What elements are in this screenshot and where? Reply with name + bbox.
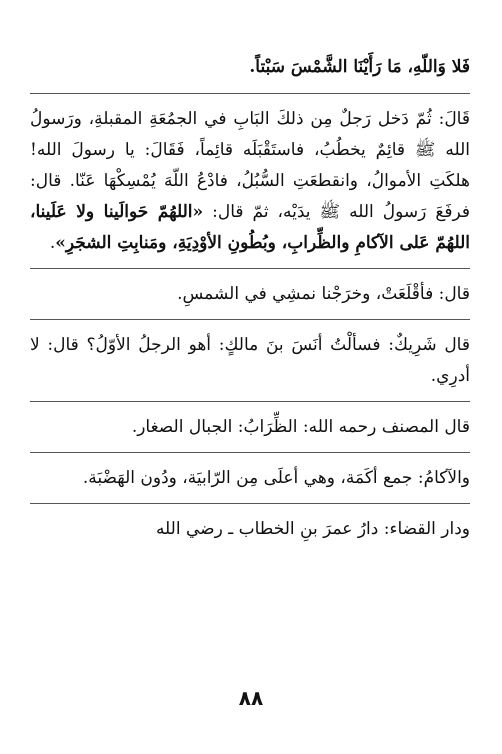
hadith-supplication-quote: «اللهُمّ حَوالَينا ولا عَلَينا، اللهُمّ عَلى الآكامِ والظِّرابِ، وبُطُونِ الأوْدِيَةِ، ومَنابِتِ الشجَرِ» [30,202,470,253]
divider [30,93,470,94]
paragraph-dar-al-qadaa: ودار القضاء: دارُ عمرَ بنِ الخطاب ـ رضي الله [155,519,470,539]
page-body [30,52,470,545]
paragraph-sun-emerged: قال: فأقْلَعَتْ، وخرَجْنا نمشِي في الشمسِ. [177,284,470,304]
page-number: ٨٨ [238,686,264,710]
divider [30,268,470,269]
paragraph-author-note-dhiraab: قال المصنف رحمه الله: الظِّرَابُ: الجبال الصغار. [131,417,470,437]
divider [30,452,470,453]
paragraph-sharik-question: قال شَرِيكٌ: فسألْتُ أنَسَ بنَ مالكٍ: أهو الرجلُ الأوّلُ؟ قال: لا أدرِي. [30,335,470,386]
paragraph-opening-line: فَلا وَاللّهِ، مَا رَأَيْنَا الشَّمْسَ سَبْتاً. [249,57,470,77]
divider [30,503,470,504]
hadith-narration-text: قَالَ: ثُمّ دَخل رَجلٌ مِن ذلكَ البَابِ في الجمُعَةِ المقبلةِ، ورَسولُ الله ﷺ قائِمٌ يخطُبُ، فاستَقْبَلَه قائِماً، فَقَالَ: يا رسولَ الله! هلكَتِ الأموالُ، وانقطعَتِ السُّبُلُ، فادْعُ اللّهَ يُمْسِكْهَا عَنّا. قال: فرفَعَ رَسولُ الله ﷺ يدَيْه، ثمّ قال: [30,109,471,222]
paragraph-aakaam-definition: والآكامُ: جمع أكَمَة، وهي أعلَى مِن الرّابيَة، ودُون الهَضْبَة. [82,468,470,488]
paragraph-hadith [30,104,470,259]
hadith-end-punct: . [49,233,56,253]
divider [30,401,470,402]
divider [30,319,470,320]
